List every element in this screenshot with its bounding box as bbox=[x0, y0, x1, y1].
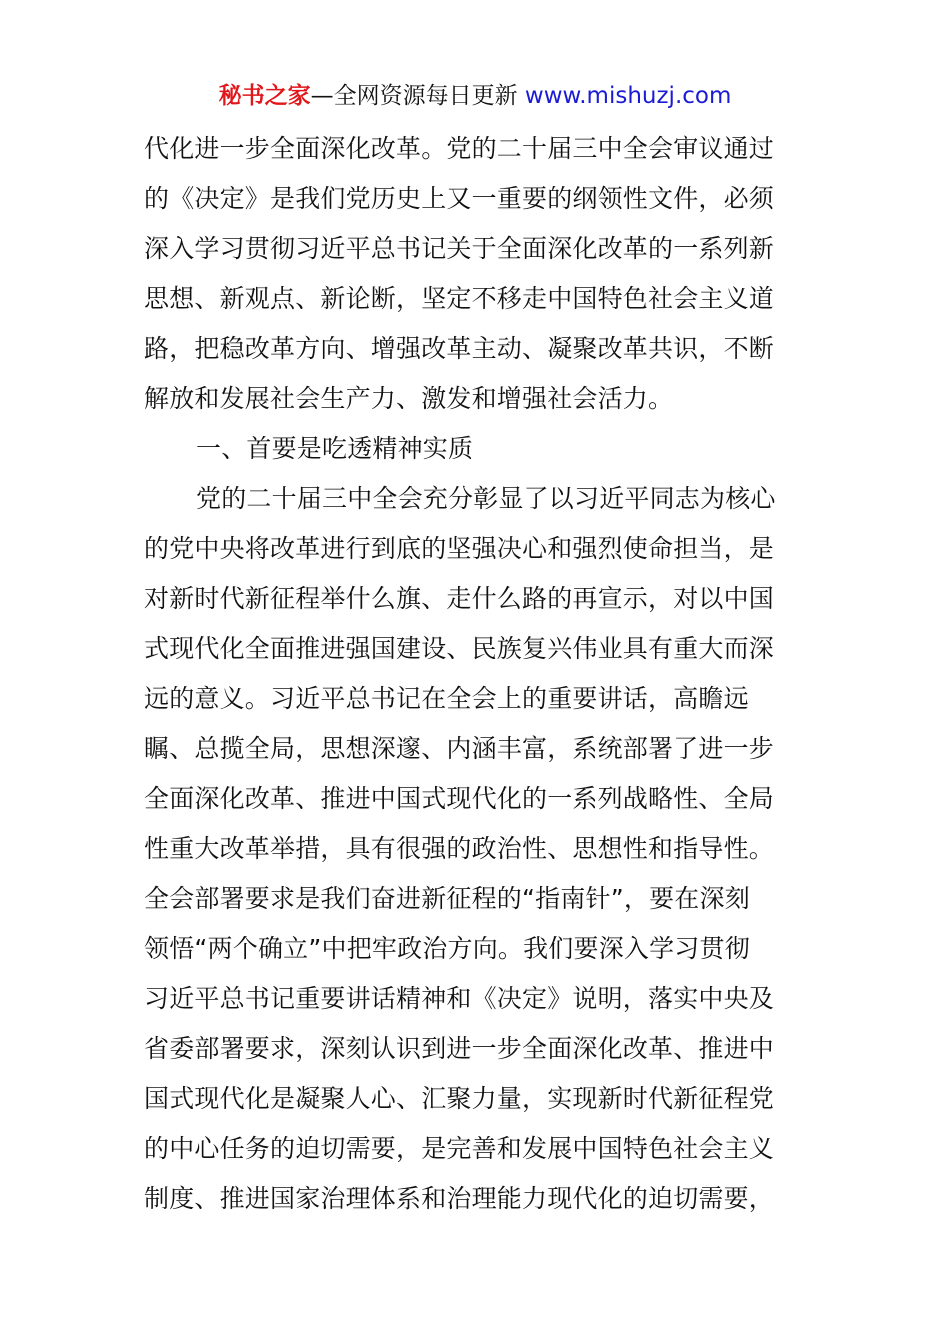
text-line: 制度、推进国家治理体系和治理能力现代化的迫切需要， bbox=[144, 1184, 775, 1213]
text-line: 解放和发展社会生产力、激发和增强社会活力。 bbox=[144, 384, 674, 413]
text-line: 省委部署要求，深刻认识到进一步全面深化改革、推进中 bbox=[144, 1034, 775, 1063]
text-line: 代化进一步全面深化改革。党的二十届三中全会审议通过 bbox=[144, 134, 775, 163]
text-line: 路，把稳改革方向、增强改革主动、凝聚改革共识，不断 bbox=[144, 334, 775, 363]
text-line: 全会部署要求是我们奋进新征程的“指南针”，要在深刻 bbox=[144, 884, 750, 913]
text-line: 全面深化改革、推进中国式现代化的一系列战略性、全局 bbox=[144, 784, 775, 813]
site-url-link[interactable]: www.mishuzj.com bbox=[524, 83, 732, 109]
text-line: 远的意义。习近平总书记在全会上的重要讲话，高瞻远 bbox=[144, 684, 749, 713]
text-line: 对新时代新征程举什么旗、走什么路的再宣示，对以中国 bbox=[144, 584, 775, 613]
document-body bbox=[144, 124, 814, 1224]
text-line: 的中心任务的迫切需要，是完善和发展中国特色社会主义 bbox=[144, 1134, 775, 1163]
text-line: 的党中央将改革进行到底的坚强决心和强烈使命担当，是 bbox=[144, 534, 775, 563]
text-line: 式现代化全面推进强国建设、民族复兴伟业具有重大而深 bbox=[144, 634, 775, 663]
section-heading: 一、首要是吃透精神实质 bbox=[196, 434, 474, 463]
text-line: 领悟“两个确立”中把牢政治方向。我们要深入学习贯彻 bbox=[144, 934, 750, 963]
text-line: 国式现代化是凝聚人心、汇聚力量，实现新时代新征程党 bbox=[144, 1084, 775, 1113]
text-line: 的《决定》是我们党历史上又一重要的纲领性文件，必须 bbox=[144, 184, 775, 213]
text-line: 性重大改革举措，具有很强的政治性、思想性和指导性。 bbox=[144, 834, 775, 863]
paragraph-start: 党的二十届三中全会充分彰显了以习近平同志为核心 bbox=[196, 484, 776, 513]
text-line: 深入学习贯彻习近平总书记关于全面深化改革的一系列新 bbox=[144, 234, 775, 263]
brand-name: 秘书之家 bbox=[218, 83, 311, 109]
header-tagline: —全网资源每日更新 bbox=[310, 83, 525, 109]
page-header bbox=[0, 80, 950, 112]
text-line: 习近平总书记重要讲话精神和《决定》说明，落实中央及 bbox=[144, 984, 775, 1013]
text-line: 瞩、总揽全局，思想深邃、内涵丰富，系统部署了进一步 bbox=[144, 734, 775, 763]
text-line: 思想、新观点、新论断，坚定不移走中国特色社会主义道 bbox=[144, 284, 775, 313]
